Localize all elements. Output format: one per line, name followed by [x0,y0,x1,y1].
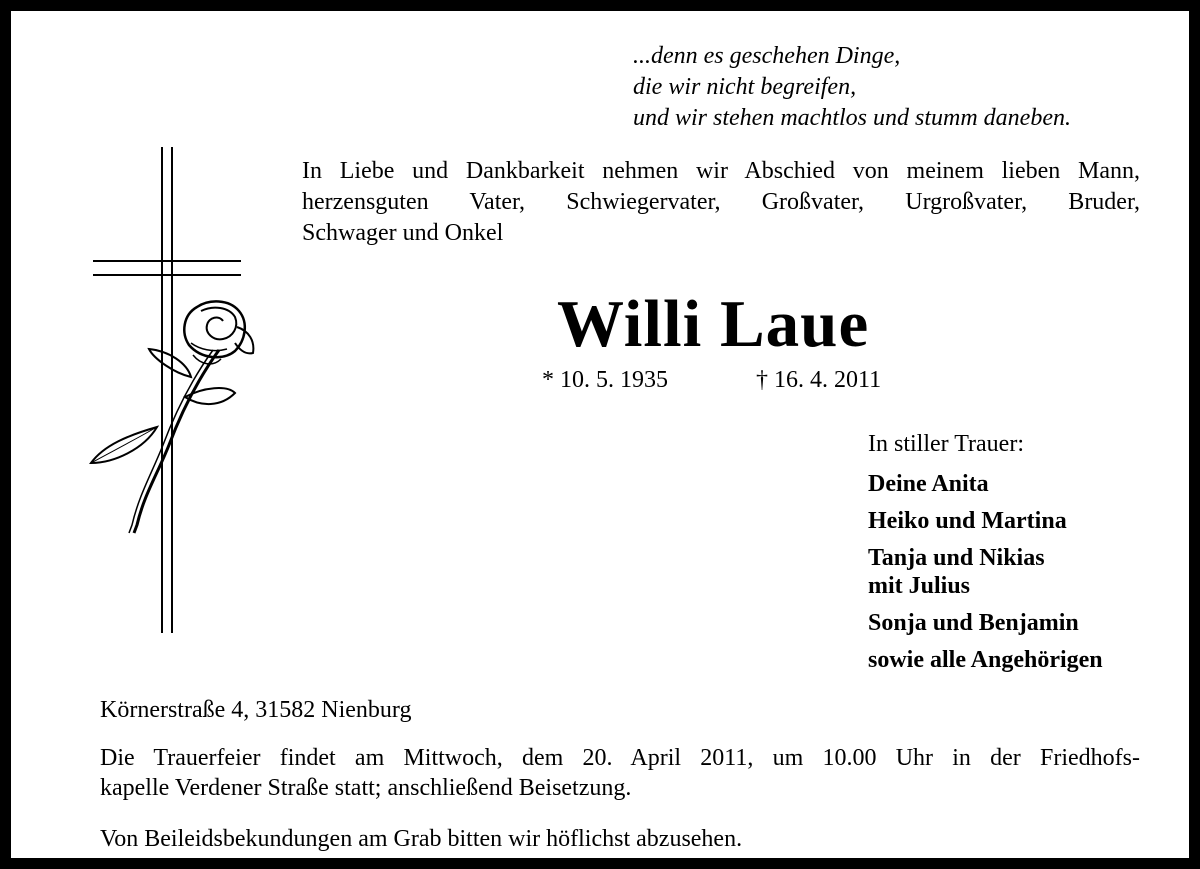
quote-line: und wir stehen machtlos und stumm daneben. [633,105,1071,131]
farewell-line: In Liebe und Dankbarkeit nehmen wir Abschied von meinem lieben Mann, [302,158,1140,184]
mourner-entry: Heiko und Martina [868,508,1067,534]
farewell-text [302,156,1140,249]
funeral-service-info [100,743,1140,803]
service-line: Die Trauerfeier findet am Mittwoch, dem 20. April 2011, um 10.00 Uhr in der Friedhofs- [100,745,1140,771]
farewell-line: Schwager und Onkel [302,220,504,246]
opening-quote [633,41,1071,134]
death-date: † 16. 4. 2011 [756,367,882,393]
cross-with-rose-icon [89,145,265,635]
farewell-line: herzensguten Vater, Schwiegervater, Großvater, Urgroßvater, Bruder, [302,189,1140,215]
mourner-entry: Tanja und Nikias mit Julius [868,545,1045,599]
mourners-list [868,470,1103,683]
condolence-note: Von Beileidsbekundungen am Grab bitten wir höflichst abzusehen. [100,826,743,852]
quote-line: die wir nicht begreifen, [633,74,857,100]
mourner-entry: Sonja und Benjamin [868,610,1079,636]
quote-line: ...denn es geschehen Dinge, [633,43,901,69]
service-line: kapelle Verdener Straße statt; anschließend Beisetzung. [100,775,632,801]
mourners-heading: In stiller Trauer: [868,431,1024,457]
mourner-entry: Deine Anita [868,471,989,497]
mourner-entry: sowie alle Angehörigen [868,647,1103,673]
birth-date: * 10. 5. 1935 [542,367,668,393]
deceased-name: Willi Laue [557,287,870,361]
family-address: Körnerstraße 4, 31582 Nienburg [100,697,412,723]
